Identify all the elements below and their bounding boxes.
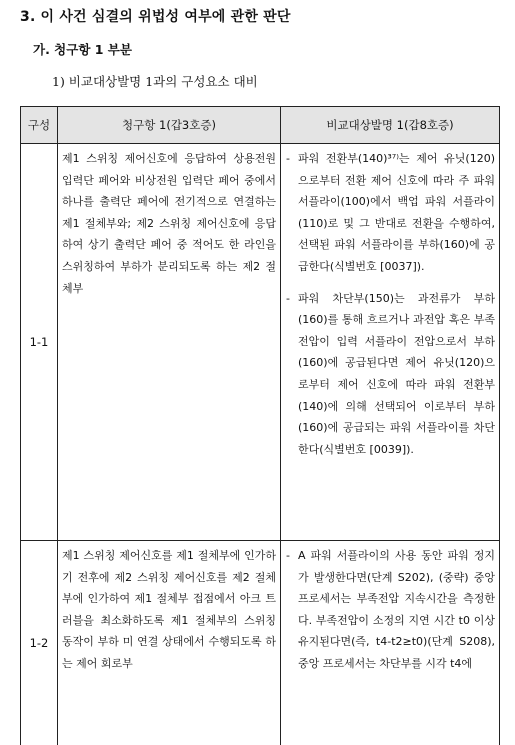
claim-cell <box>58 144 281 541</box>
prior-art-item: - A 파워 서플라이의 사용 동안 파워 정지가 발생한다면(단계 S202), (중략) 중앙 프로세서는 부족전압 지속시간을 측정한다. 부족전압이 소정의 지연 시간 t0 이상 유지된다면(즉, t4-t2≥t0)(단계 S208), 중앙 프로세서는 차단부를 시각 t4에 <box>285 545 495 675</box>
claim-text: 제1 스위칭 제어신호에 응답하여 상용전원 입력단 페어와 비상전원 입력단 페어 중에서 하나를 출력단 페어에 전기적으로 연결하는 제1 절체부와; 제2 스위칭 제어신호에 응답하여 상기 출력단 페어 중 적어도 한 라인을 스위칭하여 부하가 분리되도록 하는 제2 절체부 <box>62 148 276 299</box>
section-heading: 3. 이 사건 심결의 위법성 여부에 관한 판단 <box>20 6 291 26</box>
prior-art-item: - 파워 전환부(140)³⁷⁾는 제어 유닛(120)으로부터 전환 제어 신호에 따라 주 파워 서플라이(100)에서 백업 파워 서플라이(110)로 및 그 반대로 전환을 수행하여, 선택된 파워 서플라이를 부하(160)에 공급한다(식별번호 [0037]). <box>285 148 495 278</box>
table-row <box>21 541 500 745</box>
header-claim: 청구항 1(갑3호증) <box>58 107 281 144</box>
table-header-row <box>21 107 500 144</box>
claim-cell <box>58 541 281 745</box>
subsection-heading: 가. 청구항 1 부분 <box>33 40 132 58</box>
comparison-table <box>20 106 500 745</box>
prior-art-cell <box>281 144 500 541</box>
row-id: 1-1 <box>21 144 58 541</box>
sub-heading: 1) 비교대상발명 1과의 구성요소 대비 <box>52 72 258 90</box>
table-row <box>21 144 500 541</box>
claim-text: 제1 스위칭 제어신호를 제1 절체부에 인가하기 전후에 제2 스위칭 제어신호를 제2 절체부에 인가하여 제1 절체부 접점에서 아크 트러블을 최소화하도록 제1 절체부의 스위칭 동작이 부하 미 연결 상태에서 수행되도록 하는 제어 회로부 <box>62 545 276 675</box>
header-element: 구성 <box>21 107 58 144</box>
prior-art-cell <box>281 541 500 745</box>
prior-art-item: - 파워 차단부(150)는 과전류가 부하(160)를 통해 흐르거나 과전압 혹은 부족전압이 입력 서플라이 전압으로서 부하(160)에 공급된다면 제어 유닛(120)으로부터 제어 신호에 따라 파워 전환부(140)에 의해 선택되어 이로부터 부하(160)에 공급되는 파워 서플라이를 차단한다(식별번호 [0039]). <box>285 288 495 461</box>
header-prior-art: 비교대상발명 1(갑8호증) <box>281 107 500 144</box>
row-id: 1-2 <box>21 541 58 745</box>
